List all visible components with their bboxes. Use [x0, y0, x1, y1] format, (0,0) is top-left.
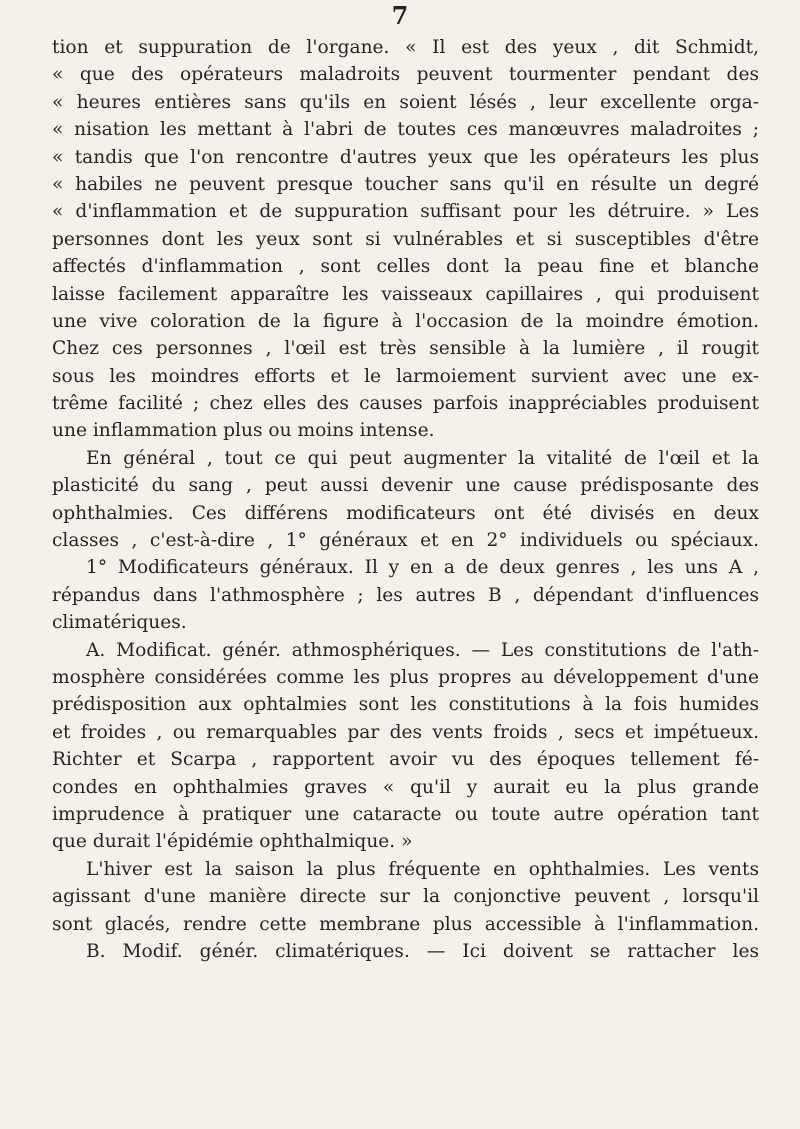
- page-body-text: [52, 34, 759, 965]
- page-number: 7: [391, 1, 409, 30]
- text-line: que durait l'épidémie ophthalmique. »: [52, 831, 413, 853]
- text-line: sous les moindres efforts et le larmoiement survient avec une ex-: [52, 365, 759, 387]
- text-line: plasticité du sang , peut aussi devenir une cause prédisposante des: [52, 475, 759, 497]
- text-line: répandus dans l'athmosphère ; les autres B , dépendant d'influences: [52, 584, 759, 606]
- text-line: ophthalmies. Ces différens modificateurs ont été divisés en deux: [52, 502, 759, 524]
- text-line: condes en ophthalmies graves « qu'il y aurait eu la plus grande: [52, 776, 759, 798]
- text-line: « heures entières sans qu'ils en soient lésés , leur excellente orga-: [52, 91, 759, 113]
- text-line: « d'inflammation et de suppuration suffisant pour les détruire. » Les: [52, 201, 759, 223]
- text-line: L'hiver est la saison la plus fréquente en ophthalmies. Les vents: [86, 858, 759, 880]
- text-line: En général , tout ce qui peut augmenter la vitalité de l'œil et la: [86, 447, 759, 469]
- text-line: A. Modificat. génér. athmosphériques. — Les constitutions de l'ath-: [86, 639, 759, 661]
- text-line: classes , c'est-à-dire , 1° généraux et en 2° individuels ou spéciaux.: [52, 530, 759, 552]
- text-line: agissant d'une manière directe sur la conjonctive peuvent , lorsqu'il: [52, 886, 759, 908]
- text-line: sont glacés, rendre cette membrane plus accessible à l'inflammation.: [52, 913, 759, 935]
- text-line: Richter et Scarpa , rapportent avoir vu des époques tellement fé-: [52, 749, 759, 771]
- text-line: une inflammation plus ou moins intense.: [52, 420, 435, 442]
- text-line: mosphère considérées comme les plus propres au développement d'une: [52, 666, 759, 688]
- text-line: B. Modif. génér. climatériques. — Ici doivent se rattacher les: [86, 940, 759, 962]
- text-line: Chez ces personnes , l'œil est très sensible à la lumière , il rougit: [52, 338, 759, 360]
- text-line: tion et suppuration de l'organe. « Il est des yeux , dit Schmidt,: [52, 37, 759, 58]
- text-line: « nisation les mettant à l'abri de toutes ces manœuvres maladroites ;: [52, 119, 759, 141]
- text-line: climatériques.: [52, 612, 187, 634]
- text-line: une vive coloration de la figure à l'occasion de la moindre émotion.: [52, 310, 759, 332]
- text-line: « tandis que l'on rencontre d'autres yeux que les opérateurs les plus: [52, 146, 759, 168]
- text-line: prédisposition aux ophtalmies sont les constitutions à la fois humides: [52, 694, 759, 716]
- text-line: imprudence à pratiquer une cataracte ou toute autre opération tant: [52, 803, 759, 825]
- text-line: et froides , ou remarquables par des vents froids , secs et impétueux.: [52, 721, 759, 743]
- text-line: laisse facilement apparaître les vaisseaux capillaires , qui produisent: [52, 283, 759, 305]
- text-line: personnes dont les yeux sont si vulnérables et si susceptibles d'être: [52, 228, 759, 250]
- text-line: 1° Modificateurs généraux. Il y en a de deux genres , les uns A ,: [86, 557, 759, 579]
- text-line: « que des opérateurs maladroits peuvent tourmenter pendant des: [52, 64, 759, 86]
- text-line: affectés d'inflammation , sont celles dont la peau fine et blanche: [52, 256, 759, 278]
- text-line: trême facilité ; chez elles des causes parfois inappréciables produisent: [52, 393, 759, 415]
- text-line: « habiles ne peuvent presque toucher sans qu'il en résulte un degré: [52, 173, 759, 195]
